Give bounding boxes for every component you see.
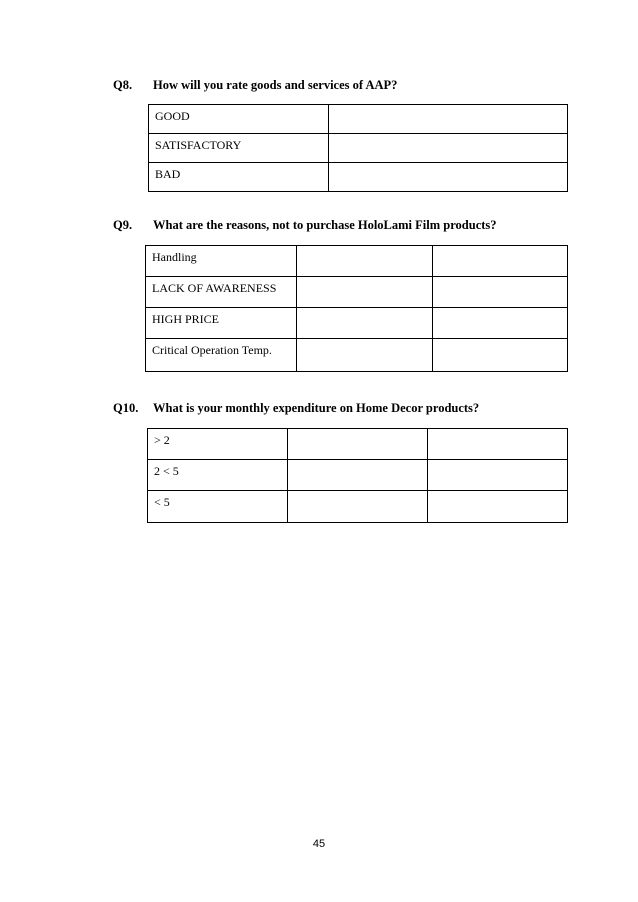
question-text: How will you rate goods and services of AAP? [153, 78, 398, 92]
question-text: What is your monthly expenditure on Home Decor products? [153, 401, 480, 415]
page-number: 45 [312, 838, 326, 850]
option-label: HIGH PRICE [146, 308, 297, 339]
answer-cell[interactable] [428, 460, 568, 491]
answer-cell[interactable] [329, 163, 568, 192]
q10-answer-table [147, 428, 568, 523]
table-row [146, 277, 568, 308]
question-q8 [113, 78, 397, 93]
option-label: SATISFACTORY [149, 134, 329, 163]
option-label: BAD [149, 163, 329, 192]
answer-cell[interactable] [297, 339, 433, 372]
q8-answer-table [148, 104, 568, 192]
table-row [149, 163, 568, 192]
answer-cell[interactable] [329, 105, 568, 134]
answer-cell[interactable] [433, 308, 568, 339]
question-q9 [113, 218, 497, 233]
answer-cell[interactable] [297, 277, 433, 308]
question-number: Q8. [113, 78, 133, 92]
table-row [146, 308, 568, 339]
question-number: Q9. [113, 218, 133, 232]
answer-cell[interactable] [428, 429, 568, 460]
q9-answer-table [145, 245, 568, 372]
answer-cell[interactable] [433, 277, 568, 308]
answer-cell[interactable] [428, 491, 568, 523]
table-row [148, 491, 568, 523]
answer-cell[interactable] [433, 339, 568, 372]
answer-cell[interactable] [288, 491, 428, 523]
option-label: Critical Operation Temp. [146, 339, 297, 372]
table-row [148, 429, 568, 460]
option-label: LACK OF AWARENESS [146, 277, 297, 308]
option-label: > 2 [148, 429, 288, 460]
question-text: What are the reasons, not to purchase HoloLami Film products? [153, 218, 497, 232]
option-label: GOOD [149, 105, 329, 134]
table-row [146, 246, 568, 277]
answer-cell[interactable] [288, 460, 428, 491]
table-row [149, 134, 568, 163]
table-row [146, 339, 568, 372]
answer-cell[interactable] [329, 134, 568, 163]
answer-cell[interactable] [297, 246, 433, 277]
option-label: < 5 [148, 491, 288, 523]
table-row [149, 105, 568, 134]
question-q10 [113, 401, 479, 416]
answer-cell[interactable] [433, 246, 568, 277]
question-number: Q10. [113, 401, 139, 415]
answer-cell[interactable] [288, 429, 428, 460]
table-row [148, 460, 568, 491]
option-label: Handling [146, 246, 297, 277]
option-label: 2 < 5 [148, 460, 288, 491]
answer-cell[interactable] [297, 308, 433, 339]
